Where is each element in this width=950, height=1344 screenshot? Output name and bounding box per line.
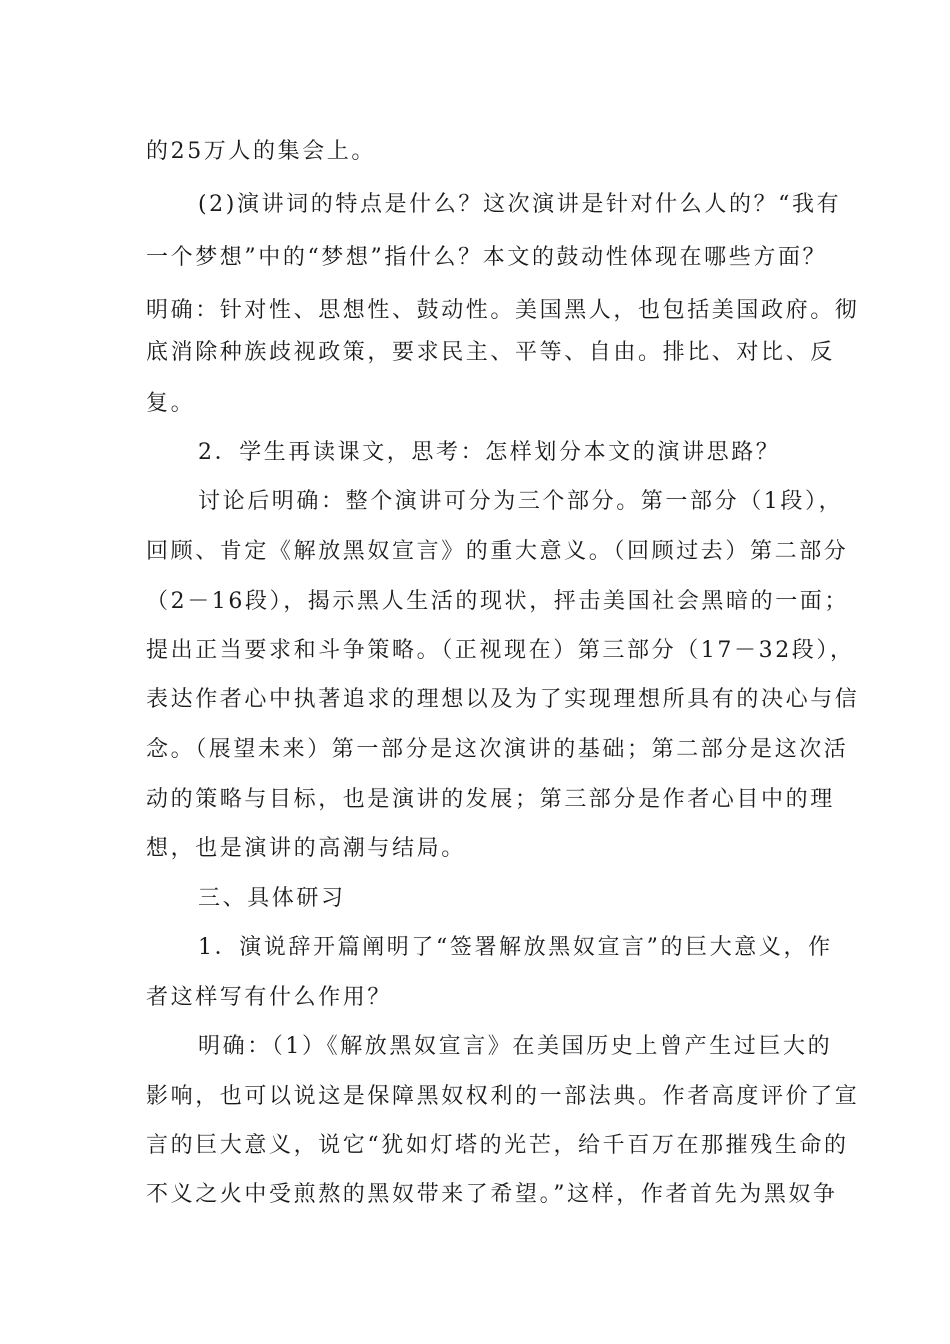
text-line: 动的策略与目标，也是演讲的发展；第三部分是作者心目中的理 — [146, 787, 835, 812]
text-line: 1．演说辞开篇阐明了“签署解放黑奴宣言”的巨大意义，作 — [198, 935, 833, 960]
text-line: 复。 — [146, 391, 196, 416]
text-line: 表达作者心中执著追求的理想以及为了实现理想所具有的决心与信 — [146, 687, 860, 712]
text-line: 影响，也可以说这是保障黑奴权利的一部法典。作者高度评价了宣 — [146, 1084, 860, 1109]
text-line: 底消除种族歧视政策，要求民主、平等、自由。排比、对比、反 — [146, 340, 835, 365]
text-line: 言的巨大意义，说它“犹如灯塔的光芒，给千百万在那摧残生命的 — [146, 1133, 849, 1158]
text-line: 明确：针对性、思想性、鼓动性。美国黑人，也包括美国政府。彻 — [146, 298, 860, 323]
text-line: (2)演讲词的特点是什么？这次演讲是针对什么人的？“我有 — [198, 192, 842, 217]
section-heading: 三、具体研习 — [198, 886, 346, 911]
text-line: 不义之火中受煎熬的黑奴带来了希望。”这样，作者首先为黑奴争 — [146, 1182, 838, 1207]
text-line: 者这样写有什么作用？ — [146, 985, 393, 1010]
text-line: 提出正当要求和斗争策略。（正视现在）第三部分（17－32段）， — [146, 638, 855, 663]
text-line: 一个梦想”中的“梦想”指什么？本文的鼓动性体现在哪些方面？ — [146, 245, 828, 270]
text-line: 明确：（1）《解放黑奴宣言》在美国历史上曾产生过巨大的 — [198, 1034, 833, 1059]
text-line: 讨论后明确：整个演讲可分为三个部分。第一部分（1段）， — [198, 489, 844, 514]
text-line: 想，也是演讲的高潮与结局。 — [146, 836, 466, 861]
text-line: （2－16段），揭示黑人生活的现状，抨击美国社会黑暗的一面； — [146, 589, 849, 614]
text-line: 回顾、肯定《解放黑奴宣言》的重大意义。（回顾过去）第二部分 — [146, 539, 849, 564]
text-line: 2．学生再读课文，思考：怎样划分本文的演讲思路？ — [198, 440, 781, 465]
text-line: 的25万人的集会上。 — [146, 139, 376, 164]
text-line: 念。（展望未来）第一部分是这次演讲的基础；第二部分是这次活 — [146, 737, 849, 762]
